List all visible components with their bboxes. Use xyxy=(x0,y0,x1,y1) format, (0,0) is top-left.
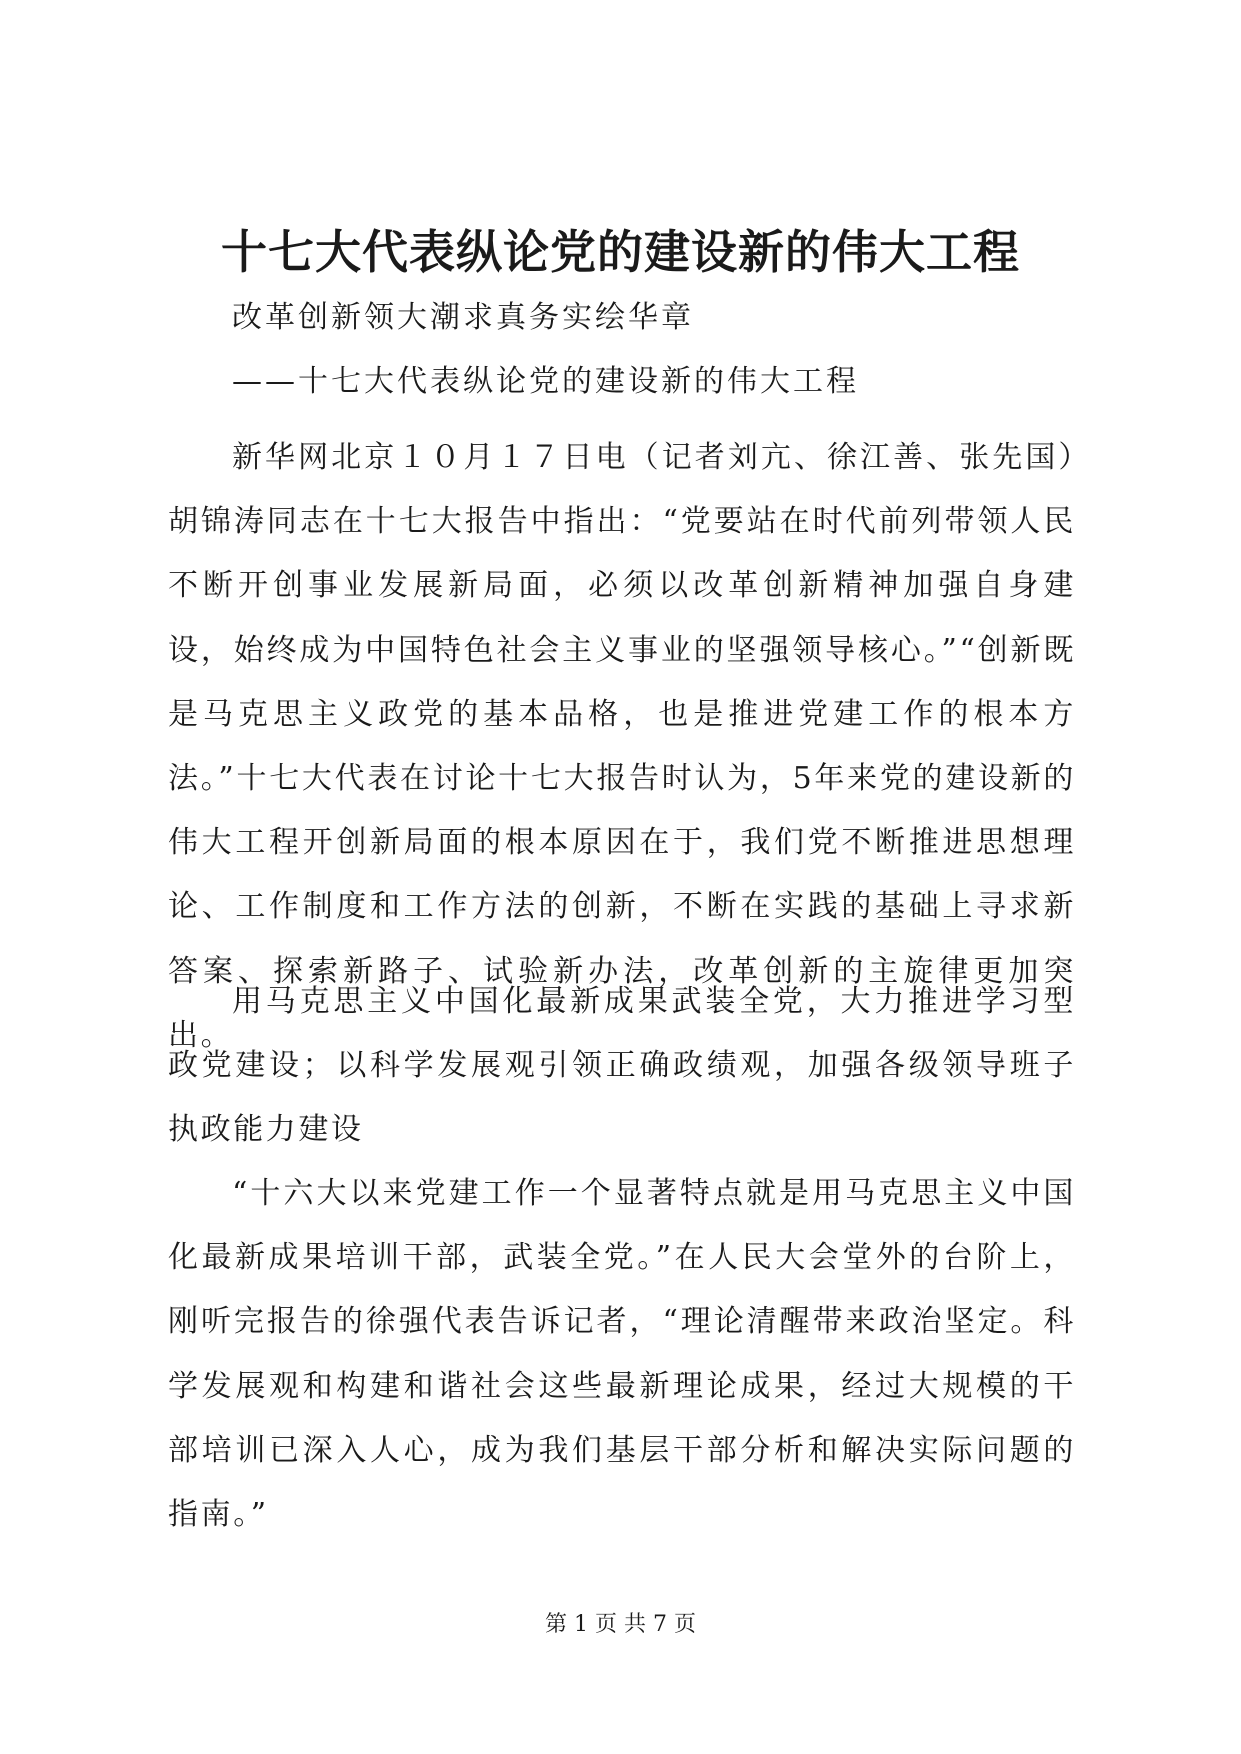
body-paragraph-3: “十六大以来党建工作一个显著特点就是用马克思主义中国化最新成果培训干部，武装全党。”在人民大会堂外的台阶上，刚听完报告的徐强代表告诉记者，“理论清醒带来政治坚定。科学发展观和构建和谐社会这些最新理论成果，经过大规模的干部培训已深入人心，成为我们基层干部分析和解决实际问题的指南。” xyxy=(168,1176,1076,1533)
body-paragraph-1: 新华网北京１０月１７日电（记者刘亢、徐江善、张先国）胡锦涛同志在十七大报告中指出：“党要站在时代前列带领人民不断开创事业发展新局面，必须以改革创新精神加强自身建设，始终成为中国特色社会主义事业的坚强领导核心。”“创新既是马克思主义政党的基本品格，也是推进党建工作的根本方法。”十七大代表在讨论十七大报告时认为，5年来党的建设新的伟大工程开创新局面的根本原因在于，我们党不断推进思想理论、工作制度和工作方法的创新，不断在实践的基础上寻求新答案、探索新路子、试验新办法，改革创新的主旋律更加突出。 xyxy=(168,440,1076,1053)
page-footer: 第 1 页 共 7 页 xyxy=(545,1612,696,1637)
document-title: 十七大代表纵论党的建设新的伟大工程 xyxy=(221,225,1020,279)
subtitle-line-2: ——十七大代表纵论党的建设新的伟大工程 xyxy=(232,364,859,399)
subtitle-line-1: 改革创新领大潮求真务实绘华章 xyxy=(232,300,694,335)
body-paragraph-2: 用马克思主义中国化最新成果武装全党，大力推进学习型政党建设；以科学发展观引领正确政绩观，加强各级领导班子执政能力建设 xyxy=(168,984,1076,1148)
